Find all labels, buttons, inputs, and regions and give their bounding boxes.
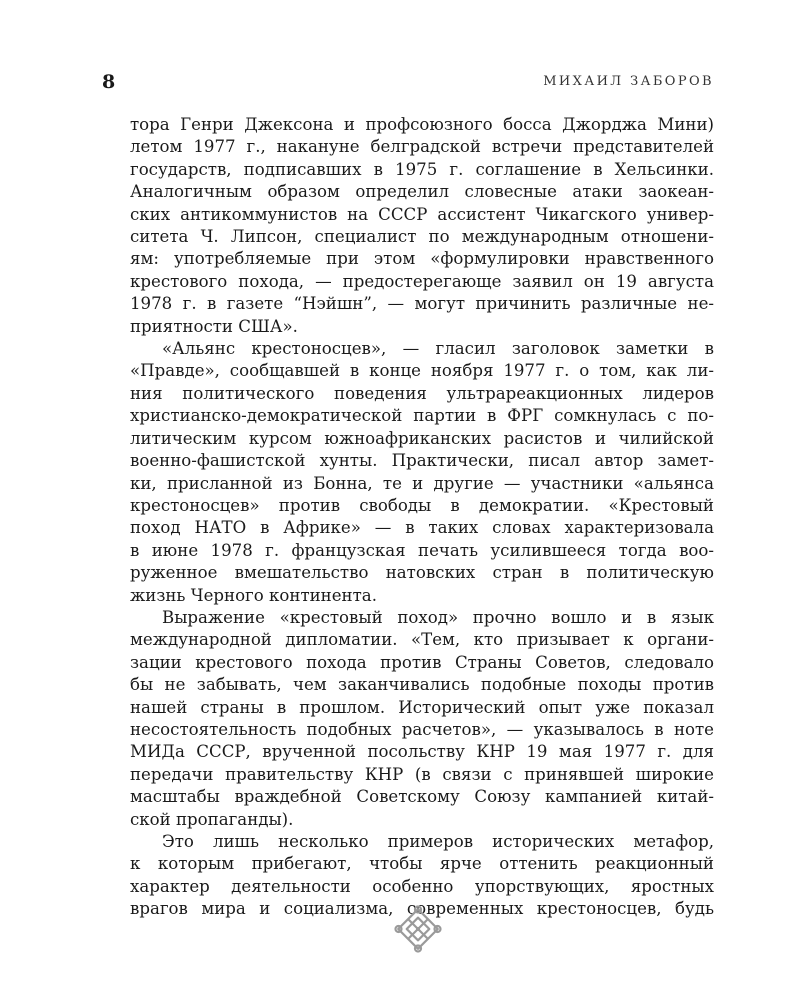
text-line: жизнь Черного континента. <box>130 585 377 605</box>
text-line: крестоносцев» против свободы в демократии. «Крестовый <box>130 495 714 515</box>
text-line: к которым прибегают, чтобы ярче оттенить реакционный <box>130 854 714 874</box>
text-line: Это лишь несколько примеров исторических метафор, <box>162 832 714 851</box>
text-line: ской пропаганды). <box>130 809 294 829</box>
text-line: приятности США». <box>130 316 298 336</box>
text-line: врагов мира и социализма, современных крестоносцев, будь <box>130 899 714 919</box>
text-line: крестового похода, — предостерегающе заявил он 19 августа <box>130 271 714 291</box>
text-line: 1978 г. в газете “Нэйшн”, — могут причинить различные не- <box>130 294 714 314</box>
text-line: ситета Ч. Липсон, специалист по международным отношени- <box>130 227 714 247</box>
text-line: Аналогичным образом определил словесные атаки заокеан- <box>130 182 714 202</box>
text-line: ям: употребляемые при этом «формулировки нравственного <box>130 249 714 269</box>
text-line: христианско-демократической партии в ФРГ сомкнулась с по- <box>130 406 714 426</box>
text-line: масштабы враждебной Советскому Союзу кампанией китай- <box>130 787 714 807</box>
body-text <box>130 114 714 921</box>
text-line: «Альянс крестоносцев», — гласил заголовок заметки в <box>162 339 714 359</box>
text-line: поход НАТО в Африке» — в таких словах характеризовала <box>130 518 714 538</box>
text-line: военно-фашистской хунты. Практически, писал автор замет- <box>130 451 714 471</box>
text-line: тора Генри Джексона и профсоюзного босса Джорджа Мини) <box>130 115 714 134</box>
text-line: нашей страны в прошлом. Исторический опыт уже показал <box>130 697 714 717</box>
text-line: Выражение «крестовый поход» прочно вошло и в язык <box>162 607 714 627</box>
text-line: ских антикоммунистов на СССР ассистент Чикагского универ- <box>130 204 714 224</box>
text-line: МИДа СССР, врученной посольству КНР 19 мая 1977 г. для <box>130 742 714 762</box>
text-line: в июне 1978 г. французская печать усилившееся тогда воо- <box>130 540 714 560</box>
text-line: бы не забывать, чем заканчивались подобные походы против <box>130 675 714 695</box>
text-line: государств, подписавших в 1975 г. соглашение в Хельсинки. <box>130 159 714 179</box>
text-line: ки, присланной из Бонна, те и другие — участники «альянса <box>130 473 714 493</box>
text-line: литическим курсом южноафриканских расистов и чилийской <box>130 428 714 448</box>
text-line: руженное вмешательство натовских стран в политическую <box>130 563 714 583</box>
celtic-knot-icon <box>394 905 442 953</box>
text-line: передачи правительству КНР (в связи с принявшей широкие <box>130 764 714 784</box>
text-line: зации крестового похода против Страны Советов, следовало <box>130 652 714 672</box>
text-line: ния политического поведения ультрареакционных лидеров <box>130 383 714 403</box>
running-title: МИХАИЛ ЗАБОРОВ <box>543 74 714 89</box>
text-line: «Правде», сообщавшей в конце ноября 1977 г. о том, как ли- <box>130 361 714 381</box>
text-line: летом 1977 г., накануне белградской встречи представителей <box>130 137 714 157</box>
text-line: несостоятельность подобных расчетов», — указывалось в ноте <box>130 719 714 739</box>
text-line: международной дипломатии. «Тем, кто призывает к органи- <box>130 630 714 650</box>
text-line: характер деятельности особенно упорствующих, яростных <box>130 876 714 896</box>
page-number: 8 <box>102 71 116 93</box>
